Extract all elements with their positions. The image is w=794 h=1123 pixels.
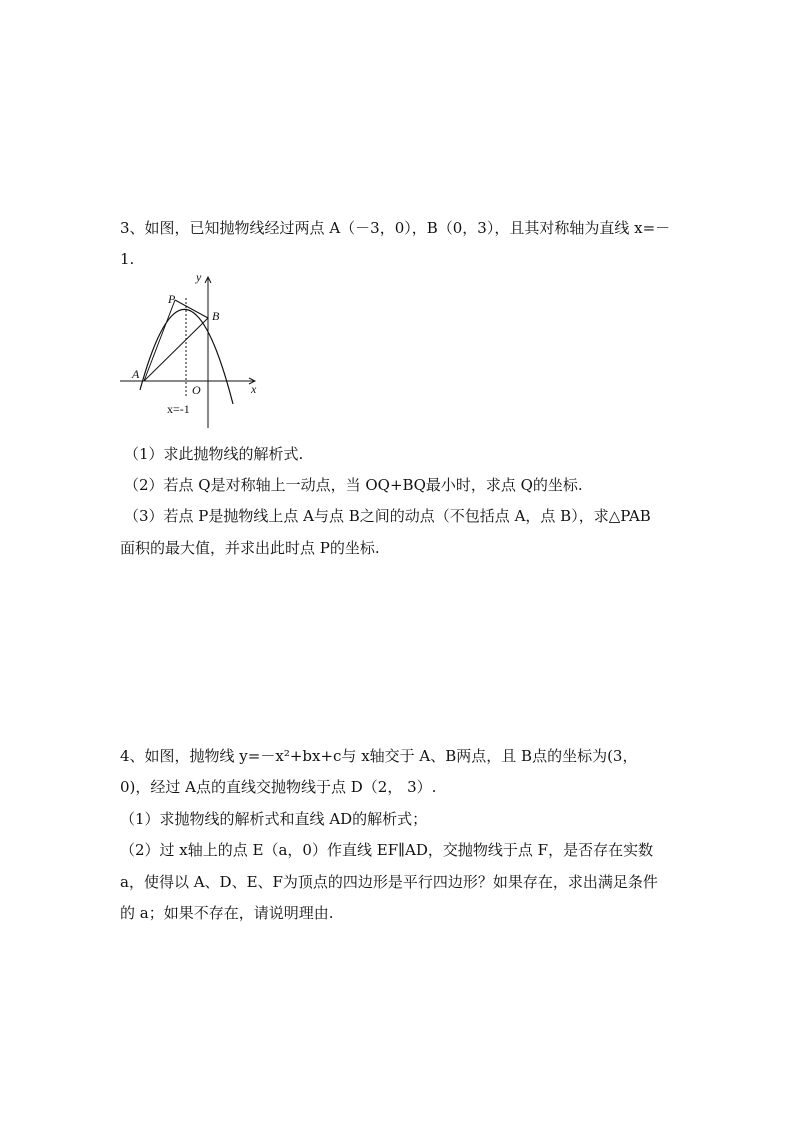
label-b: B	[212, 309, 220, 323]
label-y: y	[196, 270, 202, 284]
problem4-question2-line3: 的 a；如果不存在，请说明理由.	[120, 904, 334, 922]
problem4-question1: （1）求抛物线的解析式和直线 AD的解析式；	[120, 810, 428, 828]
problem3-intro-line1: 3、如图，已知抛物线经过两点 A（－3，0），B（0，3），且其对称轴为直线 x=－	[120, 219, 671, 237]
problem3-question3-line1: （3）若点 P是抛物线上点 A与点 B之间的动点（不包括点 A，点 B），求△PAB	[124, 507, 651, 525]
label-o: O	[192, 383, 201, 397]
segment-pb	[175, 300, 208, 318]
problem3-question2: （2）若点 Q是对称轴上一动点，当 OQ+BQ最小时，求点 Q的坐标.	[124, 476, 583, 494]
parabola-diagram	[116, 268, 266, 428]
label-x: x	[251, 382, 257, 396]
problem4-line2: 0)，经过 A点的直线交抛物线于点 D（2， 3）.	[120, 778, 437, 796]
problem4-line1: 4、如图，抛物线 y=－x²+bx+c与 x轴交于 A、B两点，且 B点的坐标为(3，	[120, 747, 638, 765]
label-axis: x=-1	[167, 402, 190, 416]
problem3-question3-line2: 面积的最大值，并求出此时点 P的坐标.	[120, 539, 380, 557]
problem4-question2-line2: a，使得以 A、D、E、F为顶点的四边形是平行四边形？如果存在，求出满足条件	[120, 873, 658, 891]
problem3-question1: （1）求此抛物线的解析式.	[124, 445, 304, 463]
segment-ap	[144, 300, 175, 381]
problem4-question2-line1: （2）过 x轴上的点 E（a，0）作直线 EF∥AD，交抛物线于点 F，是否存在实数	[120, 841, 654, 859]
problem3-intro-line2: 1.	[120, 250, 135, 268]
label-a: A	[132, 367, 140, 381]
parabola-figure	[116, 268, 266, 428]
label-p: P	[168, 292, 176, 306]
